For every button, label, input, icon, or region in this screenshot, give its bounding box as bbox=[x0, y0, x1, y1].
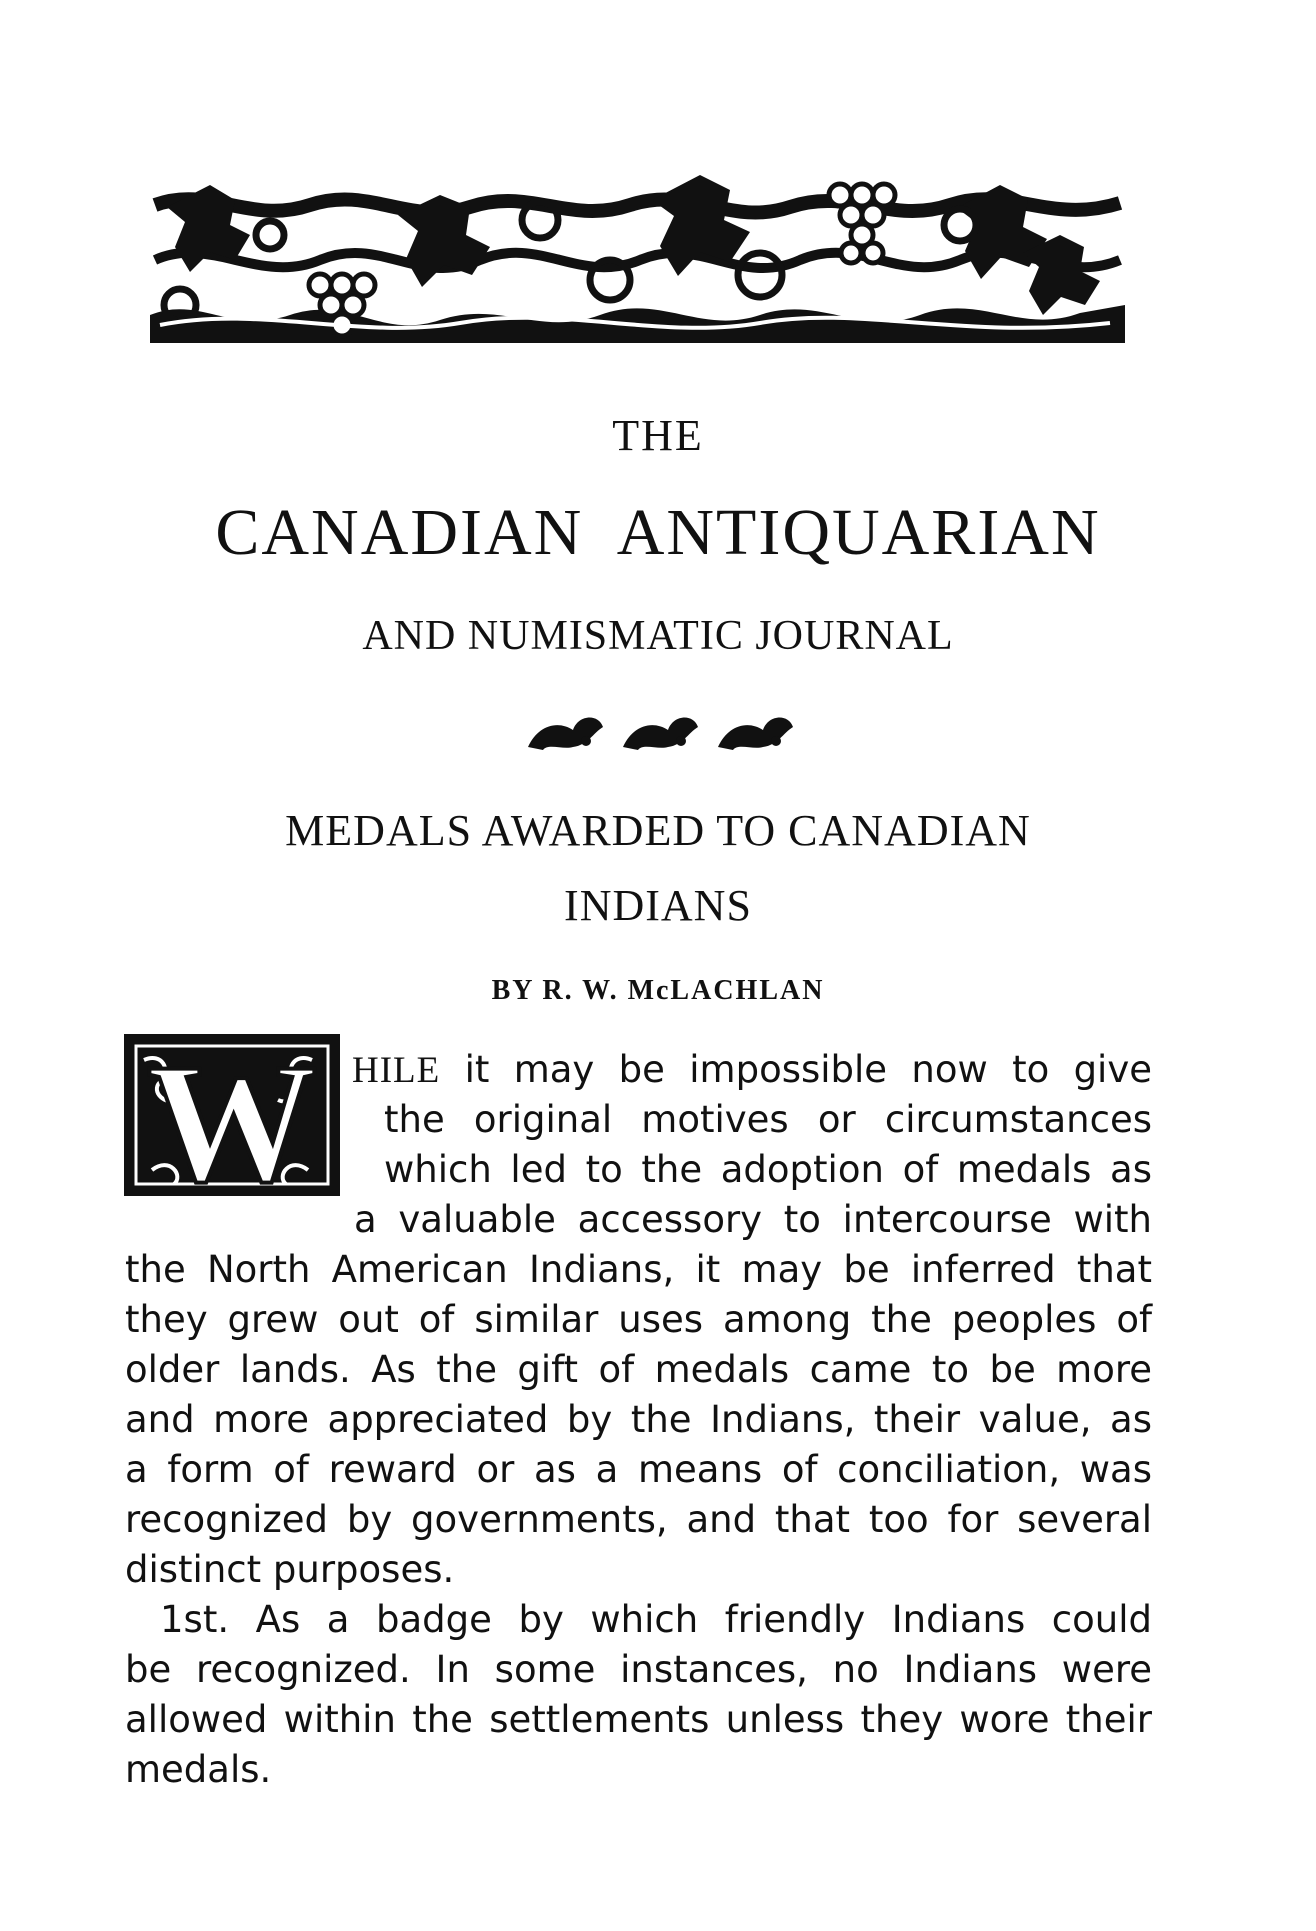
body-line-12: 1st. As a badge by which friendly Indians could bbox=[160, 1598, 1152, 1641]
body-line-10: recognized by governments, and that too for several bbox=[125, 1498, 1152, 1541]
first-word-rest: HILE bbox=[352, 1050, 441, 1091]
article-byline: BY R. W. McLACHLAN bbox=[491, 975, 825, 1006]
body-line-7: older lands. As the gift of medals came to be more bbox=[125, 1348, 1152, 1391]
body-line-14: allowed within the settlements unless they wore their bbox=[125, 1698, 1152, 1741]
journal-subtitle: AND NUMISMATIC JOURNAL bbox=[362, 613, 954, 659]
body-line-2: the original motives or circumstances bbox=[384, 1098, 1152, 1141]
body-line-9: a form of reward or as a means of conciliation, was bbox=[125, 1448, 1152, 1491]
body-line-5: the North American Indians, it may be inferred that bbox=[125, 1248, 1152, 1291]
body-line-4: a valuable accessory to intercourse with bbox=[354, 1198, 1152, 1241]
journal-title: CANADIAN ANTIQUARIAN bbox=[215, 496, 1101, 569]
body-line-3: which led to the adoption of medals as bbox=[384, 1148, 1152, 1191]
body-line-11: distinct purposes. bbox=[125, 1548, 455, 1591]
body-line-1: HILE it may be impossible now to give bbox=[352, 1048, 1152, 1091]
journal-the: THE bbox=[612, 411, 704, 460]
body-line-8: and more appreciated by the Indians, their value, as bbox=[125, 1398, 1152, 1441]
article-title-line-1: MEDALS AWARDED TO CANADIAN bbox=[285, 806, 1031, 855]
body-line-13: be recognized. In some instances, no Indians were bbox=[125, 1648, 1152, 1691]
dropcap-letter: W bbox=[147, 1030, 317, 1200]
body-line-15: medals. bbox=[125, 1748, 272, 1791]
body-line-6: they grew out of similar uses among the peoples of bbox=[125, 1298, 1152, 1341]
article-title-line-2: INDIANS bbox=[564, 881, 752, 930]
